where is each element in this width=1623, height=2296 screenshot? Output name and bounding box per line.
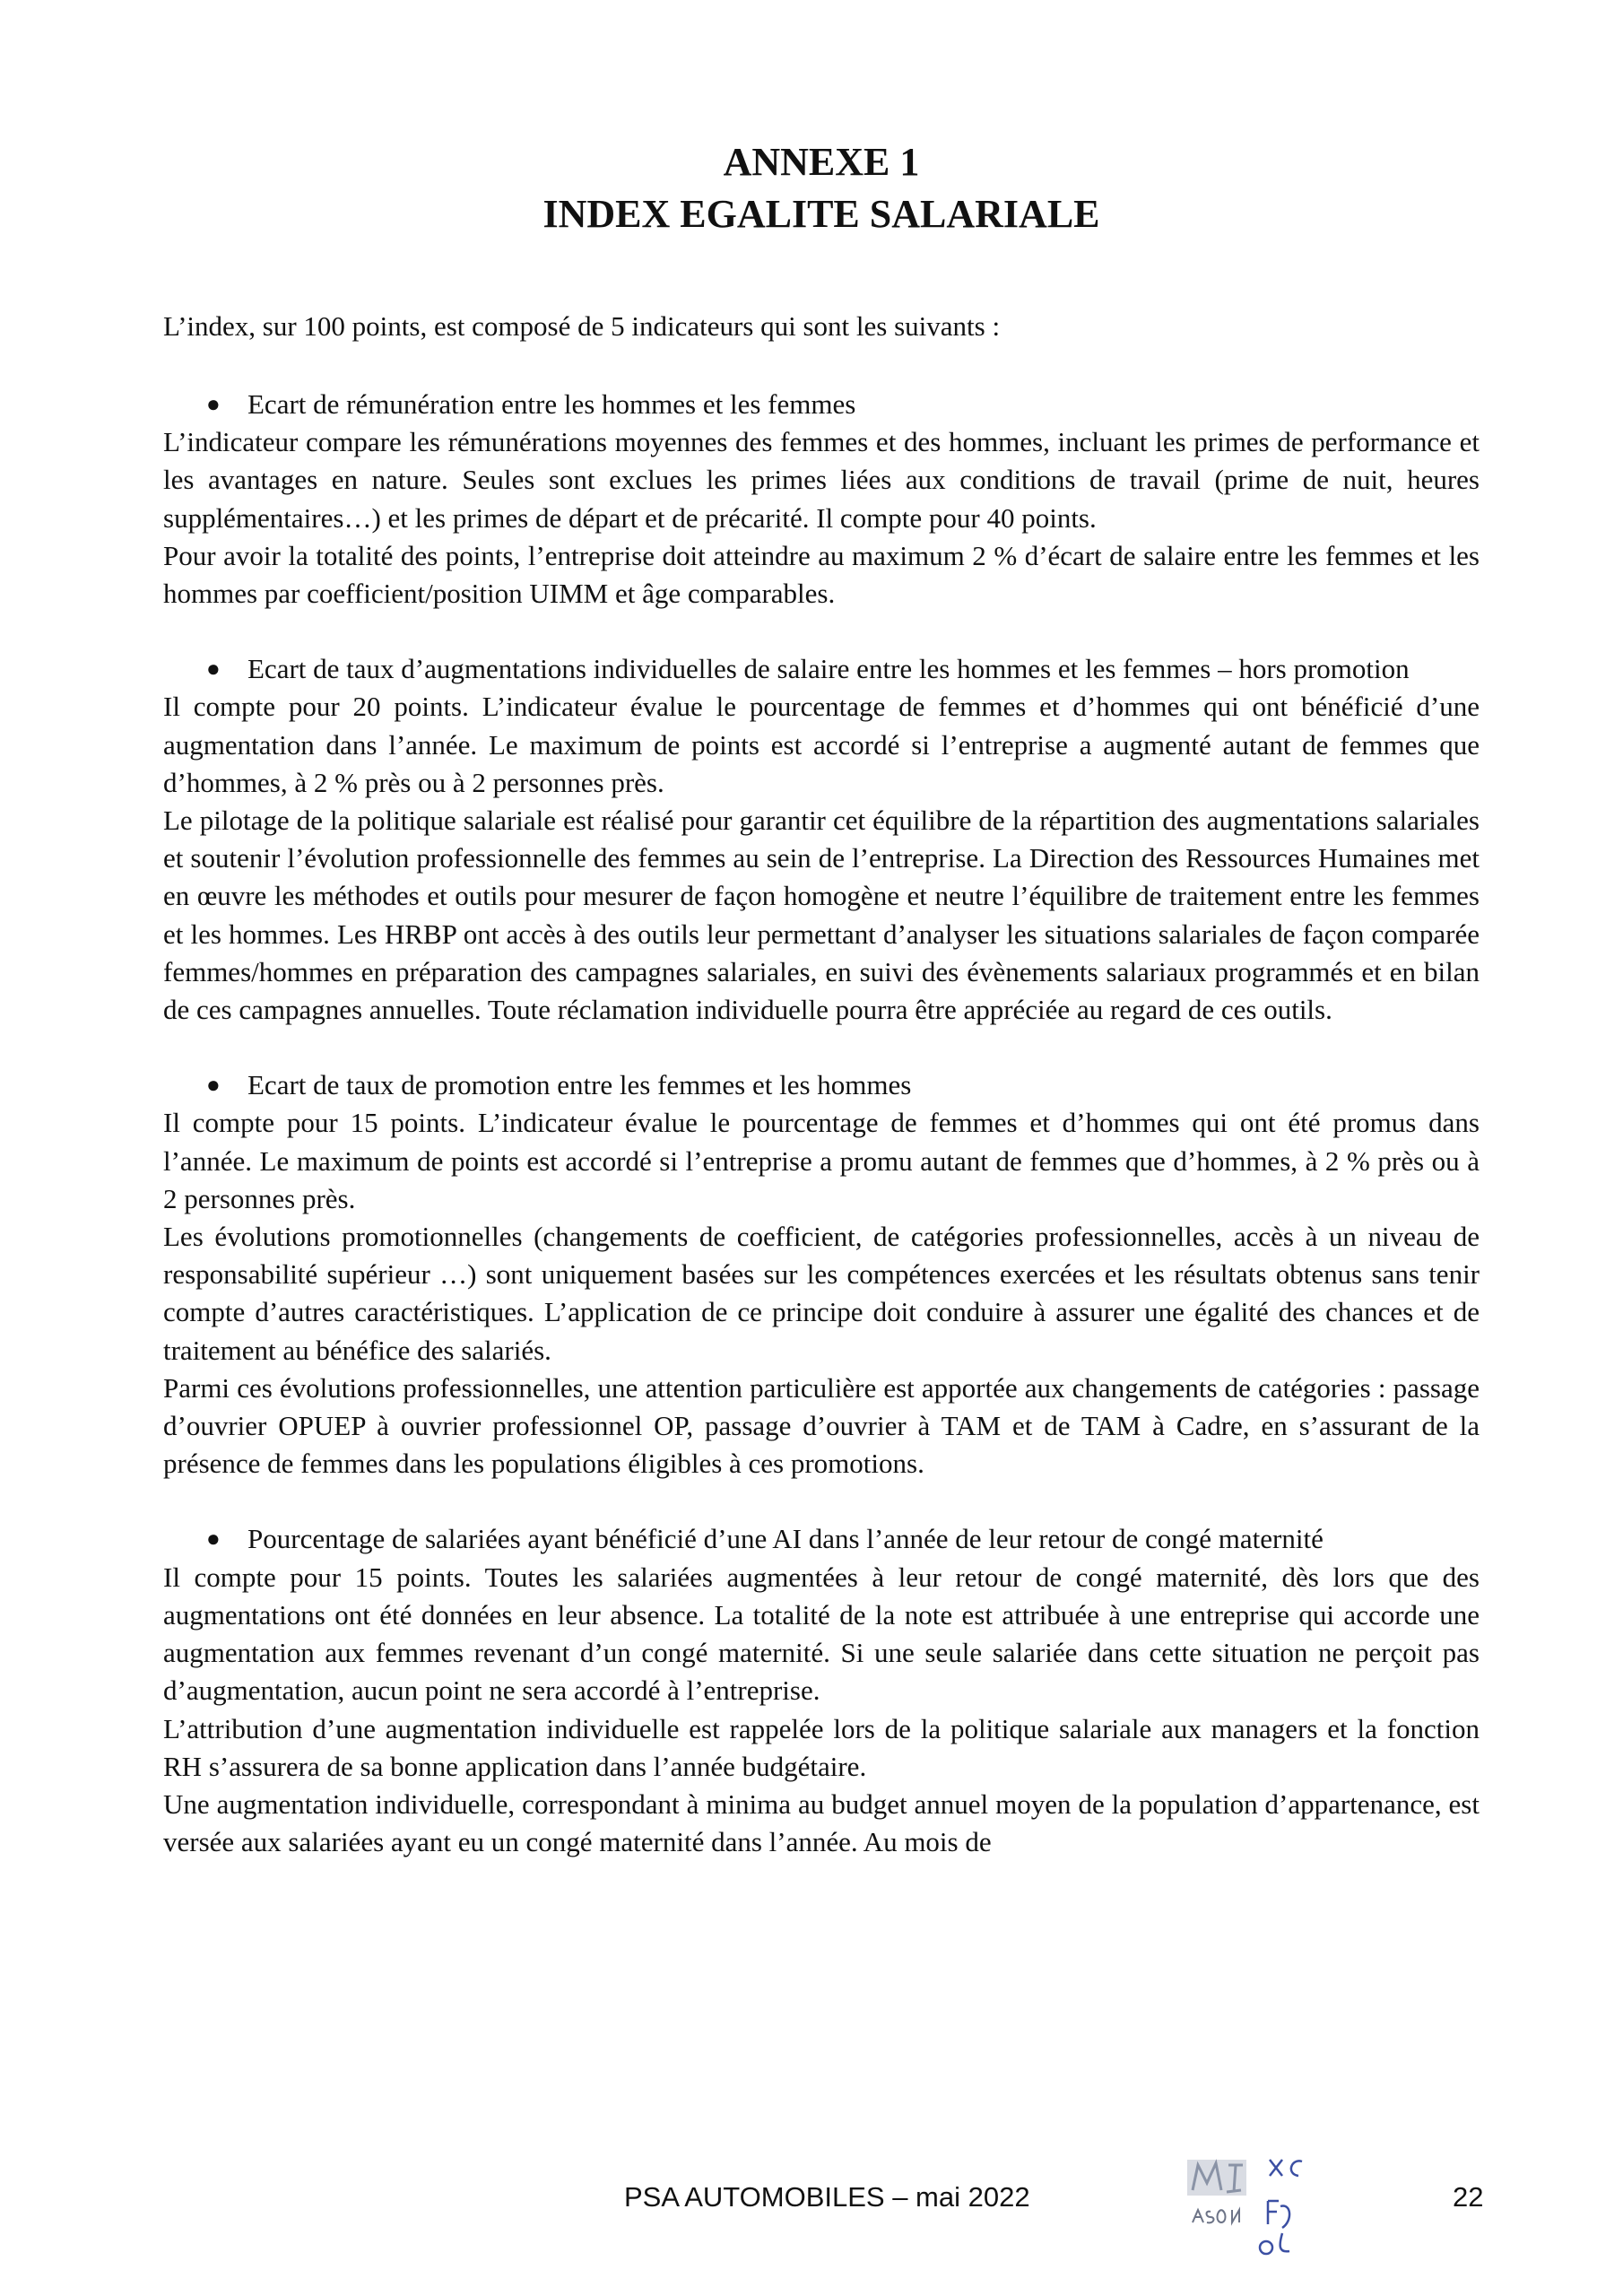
bullet-item xyxy=(163,386,1480,423)
paragraph: Les évolutions promotionnelles (changements de coefficient, de catégories professionnelles, accès à un niveau de responsabilité supérieur …) sont uniquement basées sur les compétences exercées et les résultats obtenus sans tenir compte d’autres caractéristiques. L’application de ce principe doit conduire à assurer une égalité des chances et de traitement au bénéfice des salariés. xyxy=(163,1221,1480,1366)
paragraph: Pour avoir la totalité des points, l’entreprise doit atteindre au maximum 2 % d’écart de salaire entre les femmes et les hommes par coefficient/position UIMM et âge comparables. xyxy=(163,539,1480,610)
indicator-section xyxy=(163,650,1480,1029)
annex-title: ANNEXE 1 xyxy=(723,140,920,184)
paragraph: Le pilotage de la politique salariale est réalisé pour garantir cet équilibre de la répartition des augmentations salariales et soutenir l’évolution professionnelle des femmes au sein de l’entreprise. La Direction des Ressources Humaines met en œuvre les méthodes et outils pour mesurer de façon homogène et neutre l’équilibre de traitement entre les femmes et les hommes. Les HRBP ont accès à des outils leur permettant d’analyser les situations salariales de façon comparée femmes/hommes en préparation des campagnes salariales, en suivi des évènements salariaux programmés et en bilan de ces campagnes annuelles. Toute réclamation individuelle pourra être appréciée au regard de ces outils. xyxy=(163,804,1480,1026)
footer-company-date: PSA AUTOMOBILES – mai 2022 xyxy=(624,2181,1030,2213)
bullet-text: Ecart de rémunération entre les hommes et les femmes xyxy=(247,388,856,420)
indicator-section xyxy=(163,1520,1480,1861)
indicator-section xyxy=(163,1066,1480,1483)
annex-subtitle: INDEX EGALITE SALARIALE xyxy=(542,192,1100,236)
paragraph: Parmi ces évolutions professionnelles, une attention particulière est apportée aux changements de catégories : passage d’ouvrier OPUEP à ouvrier professionnel OP, passage d’ouvrier à TAM et de TAM à Cadre, en s’assurant de la présence de femmes dans les populations éligibles à ces promotions. xyxy=(163,1371,1480,1480)
handwritten-initials-icon xyxy=(1180,2147,1341,2273)
intro-paragraph: L’index, sur 100 points, est composé de 5 indicateurs qui sont les suivants : xyxy=(163,310,1001,342)
paragraph: L’attribution d’une augmentation individuelle est rappelée lors de la politique salariale aux managers et la fonction RH s’assurera de sa bonne application dans l’année budgétaire. xyxy=(163,1712,1480,1782)
paragraph: Il compte pour 20 points. L’indicateur évalue le pourcentage de femmes et d’hommes qui ont bénéficié d’une augmentation dans l’année. Le maximum de points est accordé si l’entreprise a augmenté autant de femmes que d’hommes, à 2 % près ou à 2 personnes près. xyxy=(163,691,1480,798)
paragraph: L’indicateur compare les rémunérations moyennes des femmes et des hommes, incluant les primes de performance et les avantages en nature. Seules sont exclues les primes liées aux conditions de travail (prime de nuit, heures supplémentaires…) et les primes de départ et de précarité. Il compte pour 40 points. xyxy=(163,426,1480,534)
bullet-item xyxy=(163,1520,1480,1558)
page-number: 22 xyxy=(1453,2181,1484,2213)
paragraph: Une augmentation individuelle, correspondant à minima au budget annuel moyen de la population d’appartenance, est versée aux salariées ayant eu un congé maternité dans l’année. Au mois de xyxy=(163,1787,1480,1858)
indicator-section xyxy=(163,386,1480,613)
paragraph: Il compte pour 15 points. L’indicateur évalue le pourcentage de femmes et d’hommes qui ont été promus dans l’année. Le maximum de points est accordé si l’entreprise a promu autant de femmes que d’hommes, à 2 % près ou à 2 personnes près. xyxy=(163,1107,1480,1214)
paragraph: Il compte pour 15 points. Toutes les salariées augmentées à leur retour de congé maternité, dès lors que des augmentations ont été données en leur absence. La totalité de la note est attribuée à une entreprise qui accorde une augmentation aux femmes revenant d’un congé maternité. Si une seule salariée dans cette situation ne perçoit pas d’augmentation, aucun point ne sera accordé à l’entreprise. xyxy=(163,1561,1480,1707)
bullet-icon: ● xyxy=(206,656,221,683)
bullet-text: Ecart de taux de promotion entre les femmes et les hommes xyxy=(247,1069,912,1101)
bullet-icon: ● xyxy=(206,1072,221,1099)
page-footer xyxy=(0,2178,1623,2231)
bullet-text: Pourcentage de salariées ayant bénéficié d’une AI dans l’année de leur retour de congé maternité xyxy=(247,1523,1324,1555)
bullet-text: Ecart de taux d’augmentations individuelles de salaire entre les hommes et les femmes – hors promotion xyxy=(247,653,1410,685)
bullet-icon: ● xyxy=(206,1526,221,1552)
bullet-item xyxy=(163,1066,1480,1104)
document-body xyxy=(163,386,1480,1899)
bullet-icon: ● xyxy=(206,391,221,417)
bullet-item xyxy=(163,650,1480,688)
